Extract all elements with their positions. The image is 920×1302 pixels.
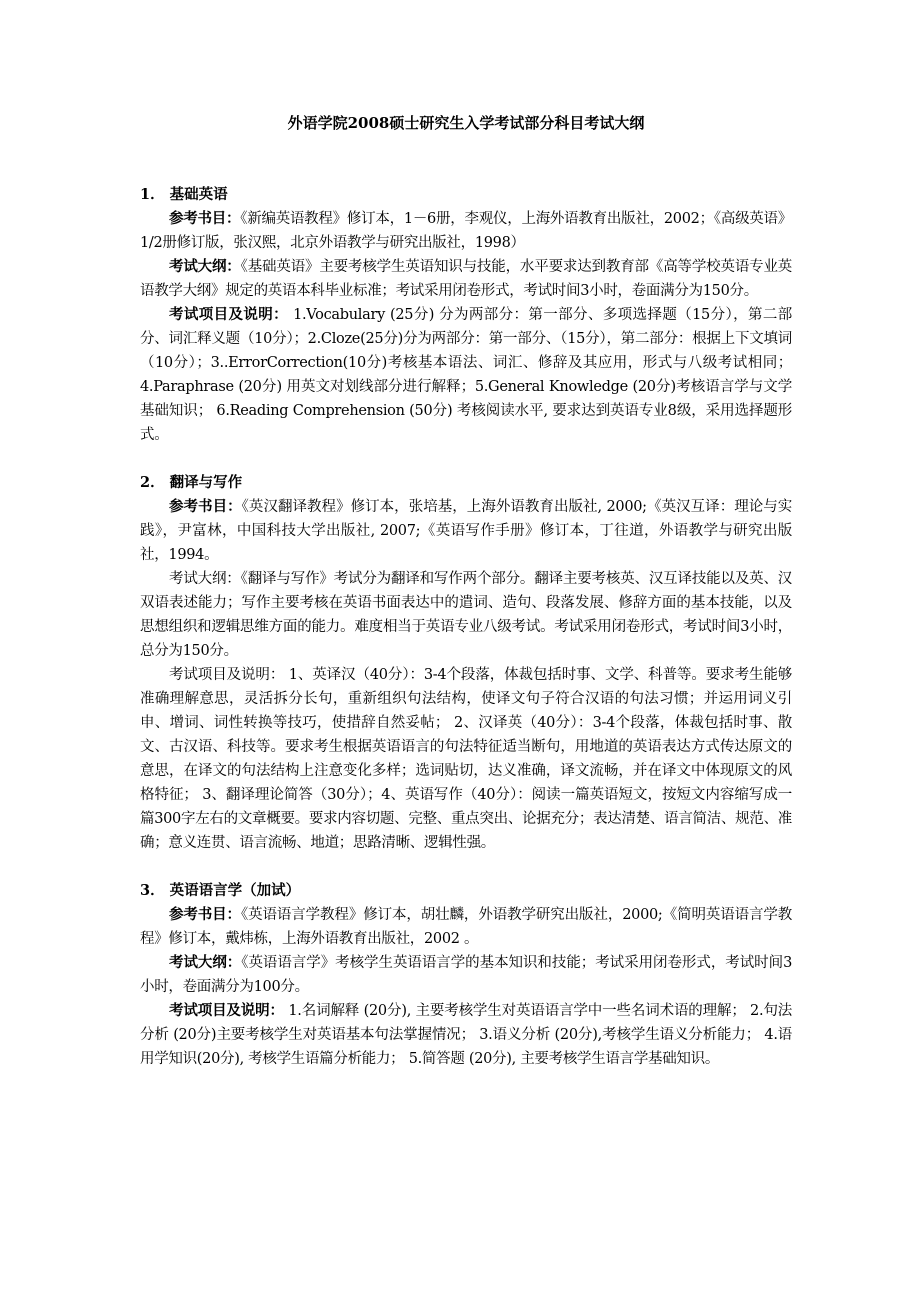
document-title: 外语学院2008硕士研究生入学考试部分科目考试大纲 [287, 114, 645, 132]
section-paragraph [140, 255, 792, 303]
section-translation-writing [140, 471, 792, 855]
paragraph-text: 1.名词解释 (20分), 主要考核学生对英语语言学中一些名词术语的理解； 2.句法分析 (20分)主要考核学生对英语基本句法掌握情况； 3.语义分析 (20分),考核学生语义分析能力； 4.语用学知识(20分), 考核学生语篇分析能力； 5.简答题 (20分), 主要考核学生语言学基础知识。 [140, 1003, 792, 1067]
section-heading: 1． 基础英语 [140, 186, 228, 203]
section-paragraph [140, 951, 792, 999]
document-page [140, 112, 792, 1095]
section-paragraph [140, 567, 792, 663]
section-linguistics [140, 879, 792, 1071]
paragraph-text: 《基础英语》主要考核学生英语知识与技能，水平要求达到教育部《高等学校英语专业英语教学大纲》规定的英语本科毕业标准；考试采用闭卷形式，考试时间3小时，卷面满分为150分。 [140, 259, 793, 299]
section-paragraph [140, 207, 792, 255]
section-paragraph [140, 663, 792, 855]
paragraph-text: 考试项目及说明： 1、英译汉（40分）：3-4个段落，体裁包括时事、文学、科普等。要求考生能够准确理解意思，灵活拆分长句，重新组织句法结构，使译文句子符合汉语的句法习惯；并运用词义引申、增词、词性转换等技巧，使措辞自然妥帖； 2、汉译英（40分）：3-4个段落，体裁包括时事、散文、古汉语、科技等。要求考生根据英语语言的句法特征适当断句，用地道的英语表达方式传达原文的意思，在译文的句法结构上注意变化多样；选词贴切，达义准确，译文流畅，并在译文中体现原文的风格特征； 3、翻译理论简答（30分）；4、英语写作（40分）：阅读一篇英语短文，按短文内容缩写成一篇300字左右的文章概要。要求内容切题、完整、重点突出、论据充分；表达清楚、语言简洁、规范、准确；意义连贯、语言流畅、地道；思路清晰、逻辑性强。 [140, 667, 792, 851]
paragraph-text: 《英语语言学教程》修订本，胡壮麟，外语教学研究出版社，2000;《简明英语语言学教程》修订本，戴炜栋，上海外语教育出版社，2002 。 [140, 907, 793, 947]
paragraph-label: 参考书目： [169, 906, 241, 923]
paragraph-text: 考试大纲：《翻译与写作》考试分为翻译和写作两个部分。翻译主要考核英、汉互译技能以及英、汉双语表述能力；写作主要考核在英语书面表达中的遣词、造句、段落发展、修辞方面的基本技能，以及思想组织和逻辑思维方面的能力。难度相当于英语专业八级考试。考试采用闭卷形式，考试时间3小时，总分为150分。 [140, 571, 792, 659]
paragraph-text: 1.Vocabulary (25分) 分为两部分：第一部分、多项选择题（15分），第二部分、词汇释义题（10分）；2.Cloze(25分)分为两部分：第一部分、（15分），第二部分：根据上下文填词（10分）；3..ErrorCorrection(10分)考核基本语法、词汇、修辞及其应用，形式与八级考试相同； 4.Paraphrase (20分) 用英文对划线部分进行解释；5.General Knowledge (20分)考核语言学与文学基础知识； 6.Reading Comprehension (50分) 考核阅读水平, 要求达到英语专业8级，采用选择题形式。 [140, 307, 792, 443]
section-paragraph [140, 495, 792, 567]
paragraph-label: 考试项目及说明： [169, 306, 289, 323]
paragraph-label: 考试大纲： [169, 258, 241, 275]
paragraph-label: 参考书目： [169, 210, 241, 227]
paragraph-text: 《英汉翻译教程》修订本，张培基，上海外语教育出版社, 2000;《英汉互译：理论与实践》，尹富林，中国科技大学出版社, 2007;《英语写作手册》修订本，丁往道，外语教学与研究出版社，1994。 [140, 499, 793, 563]
paragraph-label: 考试大纲： [169, 954, 242, 971]
section-heading: 3． 英语语言学（加试） [140, 882, 301, 899]
paragraph-label: 考试项目及说明： [169, 1002, 284, 1019]
section-paragraph [140, 303, 792, 447]
section-heading: 2． 翻译与写作 [140, 474, 243, 491]
paragraph-text: 《英语语言学》考核学生英语语言学的基本知识和技能；考试采用闭卷形式，考试时间3小时，卷面满分为100分。 [140, 955, 792, 995]
paragraph-label: 参考书目： [169, 498, 242, 515]
paragraph-text: 《新编英语教程》修订本，1－6册，李观仪，上海外语教育出版社，2002；《高级英语》1/2册修订版，张汉熙，北京外语教学与研究出版社，1998） [140, 211, 792, 251]
section-paragraph [140, 903, 792, 951]
section-basic-english [140, 183, 792, 447]
section-paragraph [140, 999, 792, 1071]
